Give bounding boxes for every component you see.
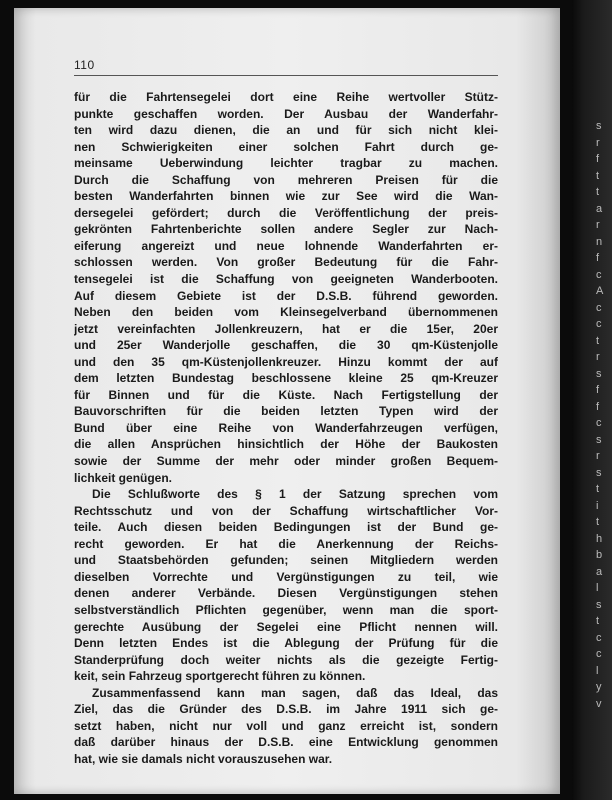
- text-line: jetzt vereinfachten Jollenkreuzern, hat er die 15er, 20er: [74, 321, 498, 336]
- text-line-paragraph-end: lichkeit genügen.: [74, 470, 173, 485]
- facing-page-letter: t: [596, 516, 600, 528]
- text-line: Bund über eine Reihe von Wanderfahrzeugen verfügen,: [74, 420, 498, 435]
- text-line: Auf diesem Gebiete ist der D.S.B. führend geworden.: [74, 288, 498, 303]
- facing-page-letter: c: [596, 301, 602, 314]
- facing-page-letter: f: [596, 153, 600, 165]
- text-line: meinsame Ueberwindung leichter tragbar zu machen.: [74, 156, 498, 171]
- facing-page-letter: s: [596, 367, 602, 380]
- text-line: für Binnen und für die Küste. Nach Fertigstellung der: [74, 387, 498, 402]
- facing-page-letter: y: [596, 681, 602, 693]
- facing-page-letter: s: [596, 120, 602, 132]
- facing-page-letter: i: [596, 499, 599, 512]
- text-line: dieselben Vorrechte und Vergünstigungen zu teil, wie: [74, 569, 498, 584]
- facing-page-letter: s: [596, 466, 602, 479]
- facing-page-letter: c: [596, 648, 602, 660]
- text-line: schlossen werden. Von großer Bedeutung für die Fahr-: [74, 255, 498, 270]
- text-line: recht geworden. Er hat die Anerkennung der Reichs-: [74, 536, 498, 551]
- facing-page-letter: v: [596, 697, 602, 710]
- facing-page-letter: t: [596, 334, 600, 347]
- facing-page-letter: c: [596, 268, 602, 281]
- facing-page-letter: l: [596, 664, 599, 677]
- body-text: [74, 89, 498, 767]
- facing-page-letter: r: [596, 219, 600, 231]
- facing-page-letter: h: [596, 532, 603, 545]
- text-line: teile. Auch diesen beiden Bedingungen ist der Bund ge-: [74, 520, 498, 535]
- text-line: setzt haben, nicht nur voll und ganz erreicht ist, sondern: [74, 718, 498, 733]
- facing-page-letter: f: [596, 384, 600, 396]
- header-rule: [74, 75, 498, 76]
- facing-page-letter: a: [596, 202, 603, 215]
- facing-page-letter: n: [596, 235, 603, 248]
- facing-page-letter: l: [596, 582, 599, 594]
- text-line: ten wird dazu dienen, die an und für sich nicht klei-: [74, 123, 498, 138]
- facing-page-letter: f: [596, 400, 600, 413]
- text-line: tensegelei ist die Schaffung von geeigneten Wanderbooten.: [74, 272, 498, 287]
- facing-page-letter: c: [596, 318, 602, 330]
- text-line: punkte geschaffen worden. Der Ausbau der Wanderfahr-: [74, 106, 498, 121]
- facing-page-text-fragment: [596, 118, 610, 712]
- text-line: dem letzten Bundestag beschlossene kleine 25 qm-Kreuzer: [74, 371, 498, 386]
- text-line: Neben den beiden vom Kleinsegelverband übernommenen: [74, 305, 498, 320]
- text-line: dersegelei gefördert; durch die Veröffentlichung der preis-: [74, 205, 498, 220]
- page-number: 110: [74, 58, 95, 72]
- text-line: Rechtsschutz und von der Schaffung wirtschaftlicher Vor-: [74, 503, 498, 518]
- text-line: denen anderer Verbände. Diesen Vergünstigungen stehen: [74, 586, 498, 601]
- text-line: besten Wanderfahrten binnen wie zur See wird die Wan-: [74, 189, 498, 204]
- facing-page-letter: c: [596, 417, 602, 429]
- facing-page-letter: t: [596, 615, 600, 627]
- text-line: sowie der Summe der mehr oder minder großen Bequem-: [74, 454, 498, 469]
- text-line: Durch die Schaffung von mehreren Preisen für die: [74, 172, 498, 187]
- text-line: daß darüber hinaus der D.S.B. eine Entwicklung genommen: [74, 735, 498, 750]
- text-line: Denn letzten Endes ist die Ablegung der Prüfung für die: [74, 636, 498, 651]
- facing-page-letter: r: [596, 351, 600, 363]
- facing-page-letter: t: [596, 483, 600, 495]
- facing-page-letter: s: [596, 598, 602, 611]
- text-line-paragraph-start: Die Schlußworte des § 1 der Satzung sprechen vom: [92, 487, 498, 502]
- facing-page-letter: r: [596, 450, 600, 462]
- text-line: und 25er Wanderjolle geschaffen, die 30 qm-Küstenjolle: [74, 338, 498, 353]
- facing-page-letter: t: [596, 169, 600, 182]
- facing-page-letter: b: [596, 549, 603, 561]
- text-line: Ziel, das die Gründer des D.S.B. im Jahre 1911 sich ge-: [74, 702, 498, 717]
- text-line: Standerprüfung doch weiter nichts als die gezeigte Fertig-: [74, 652, 498, 667]
- facing-page-letter: s: [596, 433, 602, 446]
- text-line: gerechte Ausübung der Segelei eine Pflicht nennen will.: [74, 619, 498, 634]
- text-line: und den 35 qm-Küstenjollenkreuzer. Hinzu kommt der auf: [74, 354, 498, 369]
- text-line: die allen Ansprüchen hinsichtlich der Höhe der Baukosten: [74, 437, 498, 452]
- text-line-paragraph-end: keit, sein Fahrzeug sportgerecht führen zu können.: [74, 669, 366, 684]
- facing-page-letter: a: [596, 565, 603, 578]
- text-line-paragraph-end: hat, wie sie damals nicht vorauszusehen war.: [74, 751, 333, 766]
- text-line: und Staatsbehörden gefunden; seinen Mitgliedern werden: [74, 553, 498, 568]
- text-line: selbstverständlich Pflichten gegenüber, wenn man die sport-: [74, 602, 498, 617]
- facing-page-letter: f: [596, 252, 600, 264]
- text-line: gekrönten Fahrtenberichte sollen andere Segler zur Nach-: [74, 222, 498, 237]
- facing-page-letter: t: [596, 186, 600, 198]
- facing-page-letter: A: [596, 285, 604, 297]
- facing-page-letter: c: [596, 631, 602, 644]
- text-line-paragraph-start: Zusammenfassend kann man sagen, daß das Ideal, das: [92, 685, 498, 700]
- facing-page-letter: r: [596, 136, 600, 149]
- text-line: eiferung angereizt und neue lohnende Wanderfahrten er-: [74, 238, 498, 253]
- text-line: Bauvorschriften für die beiden letzten Typen wird der: [74, 404, 498, 419]
- text-line: für die Fahrtensegelei dort eine Reihe wertvoller Stütz-: [74, 90, 498, 104]
- text-line: nen Schwierigkeiten einer solchen Fahrt durch ge-: [74, 139, 498, 154]
